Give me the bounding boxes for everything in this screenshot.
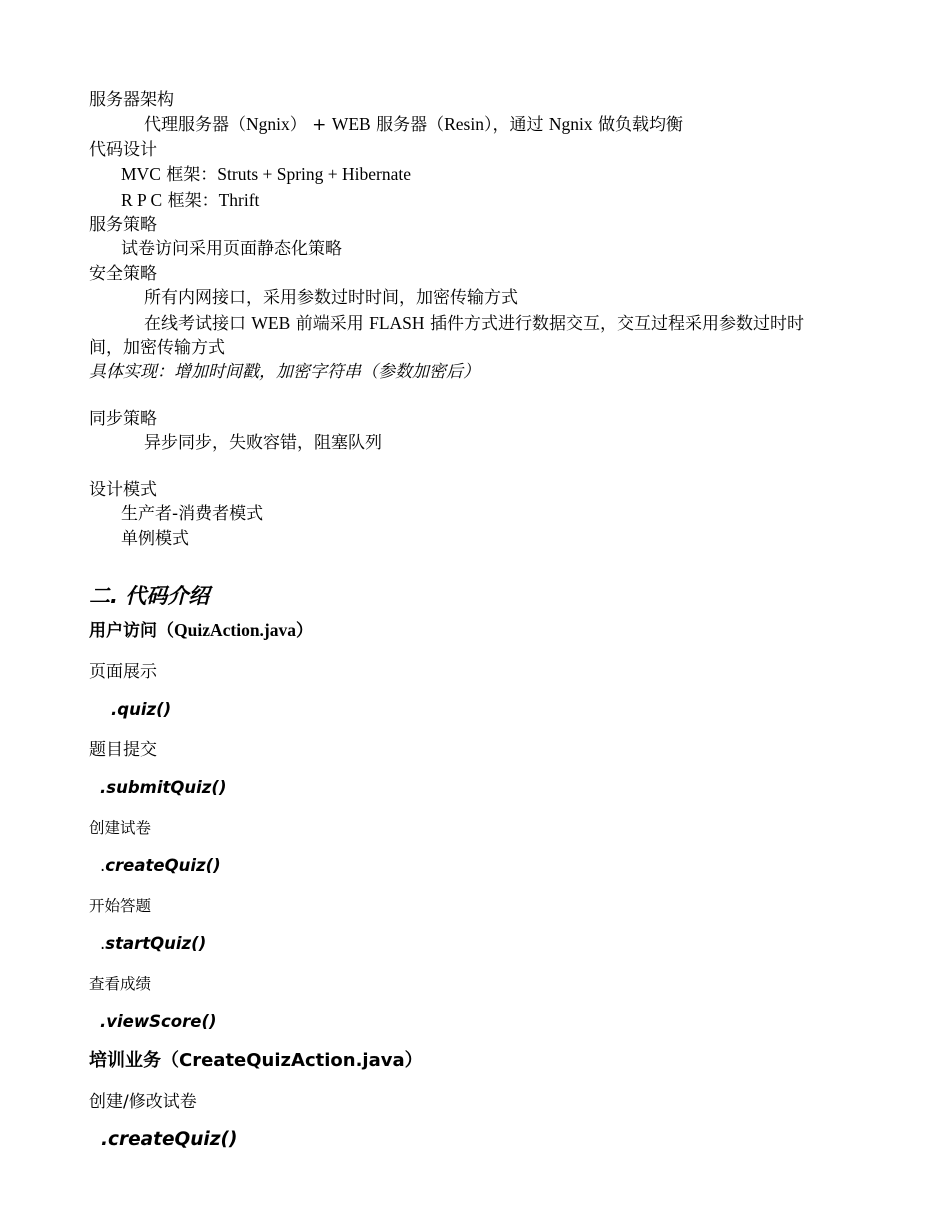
spacer [89,456,869,478]
mvc-framework-line: MVC 框架：Struts + Spring + Hibernate [121,164,412,186]
code-intro-heading: 二. 代码介绍 [89,583,210,608]
sync-strategy-title: 同步策略 [89,408,157,429]
server-arch-title: 服务器架构 [89,90,174,110]
service-strategy-line: 试卷访问采用页面静态化策略 [121,239,342,260]
user-access-heading: 用户访问（QuizAction.java） [89,619,314,641]
item-label-page-display: 页面展示 [89,661,157,682]
method-quiz: .quiz() [111,699,172,719]
training-heading: 培训业务（CreateQuizAction.java） [89,1049,423,1071]
method-view-score: .viewScore() [100,1011,217,1031]
design-pattern-1: 生产者-消费者模式 [121,504,264,525]
code-design-title: 代码设计 [89,139,157,160]
item-label-submit: 题目提交 [89,739,157,760]
item-label-score: 查看成绩 [89,974,152,993]
method-submit-quiz: .submitQuiz() [100,777,227,797]
item-label-create-modify: 创建/修改试卷 [89,1091,197,1112]
security-implementation: 具体实现：增加时间戳，加密字符串（参数加密后） [89,362,480,383]
document-page [89,88,869,1152]
server-arch-line: 代理服务器（Ngnix） + WEB 服务器（Resin），通过 Ngnix 做负载均衡 [144,114,684,136]
design-pattern-title: 设计模式 [89,479,157,500]
spacer [89,385,869,407]
sync-strategy-line: 异步同步，失败容错，阻塞队列 [144,433,382,454]
item-label-create: 创建试卷 [89,818,152,837]
method-create-quiz-training: .createQuiz() [101,1128,238,1150]
security-line-1: 所有内网接口，采用参数过时时间，加密传输方式 [144,288,518,309]
rpc-framework-line: R P C 框架：Thrift [121,189,260,211]
item-label-start: 开始答题 [89,896,152,915]
security-line-2-continued: 间，加密传输方式 [89,338,225,359]
security-strategy-title: 安全策略 [89,263,157,284]
method-start-quiz: .startQuiz() [100,933,207,953]
method-create-quiz: .createQuiz() [100,855,221,875]
design-pattern-2: 单例模式 [121,528,189,549]
security-line-2: 在线考试接口 WEB 前端采用 FLASH 插件方式进行数据交互，交互过程采用参数过时时 [144,312,804,334]
service-strategy-title: 服务策略 [89,215,157,236]
